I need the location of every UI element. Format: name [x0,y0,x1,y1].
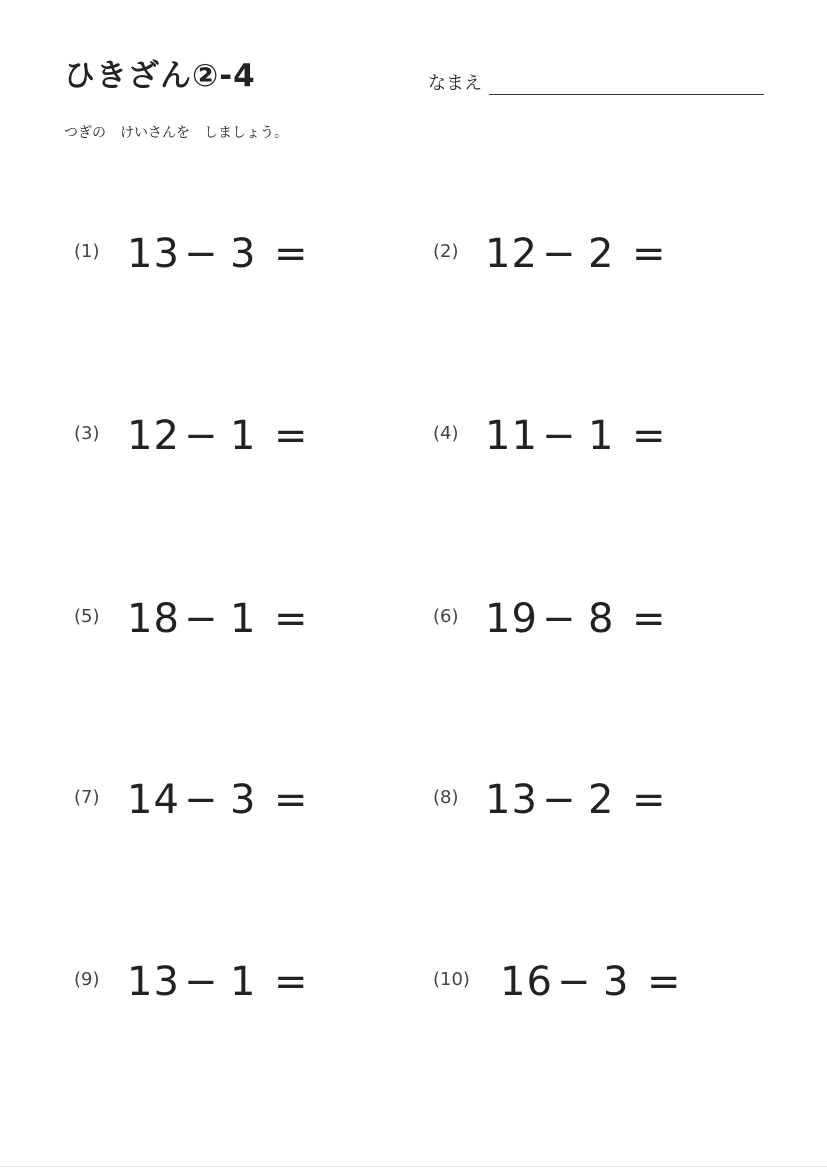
minuend: 12 [485,231,538,277]
answer-area[interactable] [687,962,727,1002]
subtrahend: 2 [588,231,615,277]
equals-sign: = [274,231,309,277]
answer-area[interactable] [672,780,712,820]
problem-number: (8) [433,787,459,808]
equals-sign: = [274,777,309,823]
problem-number: (9) [74,969,100,990]
problem-number: (6) [433,606,459,627]
subtrahend: 1 [230,413,257,459]
equals-sign: = [274,959,309,1005]
equals-sign: = [274,596,309,642]
minuend: 13 [127,231,180,277]
minus-sign: − [542,777,577,823]
subtrahend: 8 [588,596,615,642]
name-field-line[interactable] [489,94,764,95]
subtrahend: 2 [588,777,615,823]
answer-area[interactable] [314,599,354,639]
subtrahend: 3 [603,959,630,1005]
equals-sign: = [632,413,667,459]
problem-number: (1) [74,241,100,262]
page-title: ひきざん②-4 [64,58,256,94]
problem-number: (3) [74,423,100,444]
minuend: 12 [127,413,180,459]
answer-area[interactable] [672,416,712,456]
subtrahend: 3 [230,231,257,277]
minus-sign: − [557,959,592,1005]
equals-sign: = [632,231,667,277]
minus-sign: − [542,413,577,459]
minus-sign: − [184,959,219,1005]
minus-sign: − [542,596,577,642]
answer-area[interactable] [672,599,712,639]
subtrahend: 1 [588,413,615,459]
minuend: 13 [127,959,180,1005]
minuend: 14 [127,777,180,823]
minus-sign: − [184,231,219,277]
problem-number: (5) [74,606,100,627]
equals-sign: = [632,777,667,823]
minuend: 19 [485,596,538,642]
subtrahend: 3 [230,777,257,823]
page-bottom-edge [0,1166,827,1167]
equals-sign: = [632,596,667,642]
minus-sign: − [184,596,219,642]
minus-sign: − [542,231,577,277]
subtrahend: 1 [230,596,257,642]
minus-sign: − [184,777,219,823]
minuend: 11 [485,413,538,459]
problem-number: (2) [433,241,459,262]
equals-sign: = [647,959,682,1005]
problem-number: (4) [433,423,459,444]
minuend: 18 [127,596,180,642]
name-label: なまえ [428,73,482,94]
answer-area[interactable] [314,780,354,820]
answer-area[interactable] [314,416,354,456]
minus-sign: − [184,413,219,459]
instruction-text: つぎの けいさんを しましょう。 [64,125,288,141]
answer-area[interactable] [314,962,354,1002]
answer-area[interactable] [672,234,712,274]
minuend: 16 [500,959,553,1005]
minuend: 13 [485,777,538,823]
subtrahend: 1 [230,959,257,1005]
answer-area[interactable] [314,234,354,274]
problem-number: (7) [74,787,100,808]
problem-number: (10) [433,969,470,990]
equals-sign: = [274,413,309,459]
